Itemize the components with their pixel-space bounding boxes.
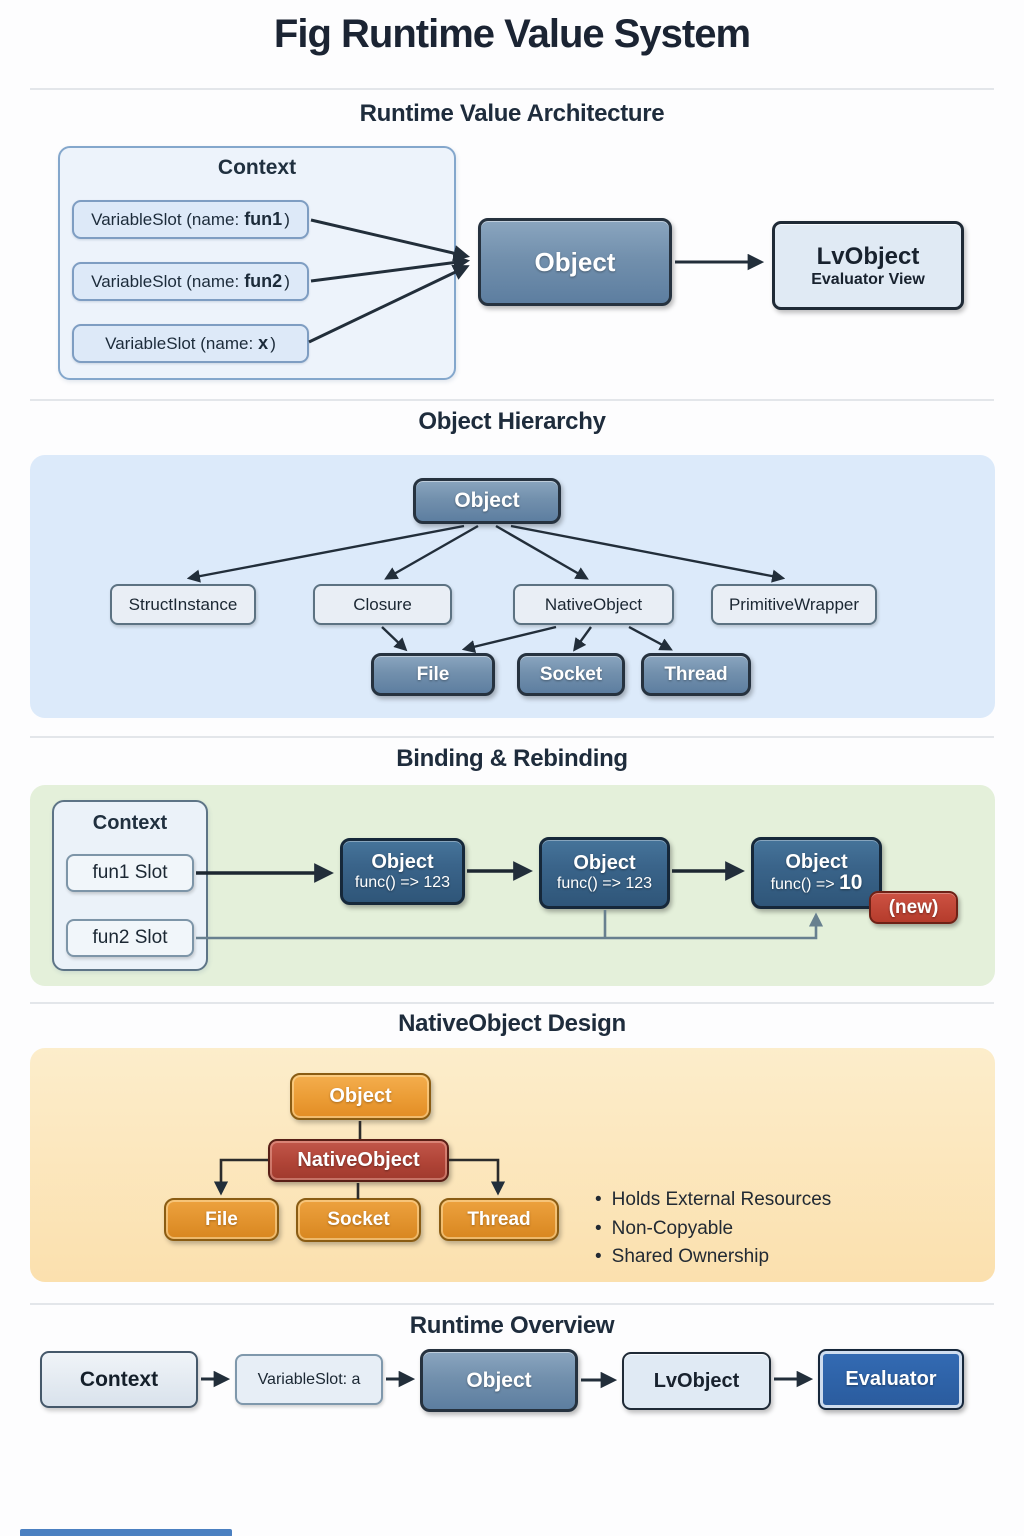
primitivewrapper-node: PrimitiveWrapper	[711, 584, 877, 625]
variableslot-fun2	[72, 262, 309, 301]
native-design-heading: NativeObject Design	[398, 1010, 626, 1037]
object-value: func() => 123	[556, 875, 653, 892]
bullet-item: • Holds External Resources	[595, 1186, 831, 1215]
bottom-accent-bar	[20, 1529, 232, 1536]
native-design-panel	[30, 1048, 995, 1282]
fun1-slot-node: fun1 Slot	[66, 854, 194, 892]
file-node: File	[164, 1198, 279, 1241]
object-title: Object	[785, 851, 848, 873]
object-title: Object	[573, 852, 636, 874]
thread-node: Thread	[439, 1198, 559, 1241]
closure-node: Closure	[313, 584, 452, 625]
overview-lvobject-node: LvObject	[622, 1352, 771, 1410]
slot-name: x	[258, 333, 269, 353]
native-object-root: Object	[290, 1073, 431, 1120]
object-value-prefix: func() =>	[770, 876, 835, 893]
object-value: func() => 123	[354, 873, 451, 891]
slot-close: )	[284, 271, 290, 291]
figure-title: Fig Runtime Value System	[273, 12, 751, 56]
native-object-base: NativeObject	[268, 1139, 449, 1182]
socket-node: Socket	[517, 653, 625, 696]
lvobject-subtitle: Evaluator View	[811, 270, 925, 288]
section-divider	[30, 399, 994, 401]
native-design-bullet-list	[595, 1186, 831, 1272]
slot-name: fun2	[244, 271, 283, 291]
bullet-item: • Shared Ownership	[595, 1243, 831, 1272]
thread-node: Thread	[641, 653, 751, 696]
slot-prefix: VariableSlot (name:	[105, 333, 254, 353]
socket-node: Socket	[296, 1198, 421, 1242]
variableslot-x	[72, 324, 309, 363]
object-title: Object	[371, 850, 434, 873]
section-divider	[30, 1002, 994, 1004]
binding-heading: Binding & Rebinding	[396, 745, 628, 772]
nativeobject-node: NativeObject	[513, 584, 674, 625]
hierarchy-object-node: Object	[413, 478, 561, 524]
slot-close: )	[270, 333, 276, 353]
architecture-heading: Runtime Value Architecture	[359, 100, 665, 127]
hierarchy-heading: Object Hierarchy	[418, 408, 606, 435]
slot-prefix: VariableSlot (name:	[91, 271, 240, 291]
binding-object-1	[340, 838, 465, 905]
binding-object-3	[751, 837, 882, 909]
structinstance-node: StructInstance	[110, 584, 256, 625]
file-node: File	[371, 653, 495, 696]
binding-object-2	[539, 837, 670, 909]
overview-object-node: Object	[420, 1349, 578, 1412]
section-divider	[30, 1303, 994, 1305]
slot-name: fun1	[244, 209, 283, 229]
architecture-object-node: Object	[478, 218, 672, 306]
overview-variableslot-node: VariableSlot: a	[235, 1354, 383, 1405]
context-title: Context	[217, 156, 297, 179]
fun2-slot-node: fun2 Slot	[66, 919, 194, 957]
overview-context-node: Context	[40, 1351, 198, 1408]
overview-evaluator-node: Evaluator	[818, 1349, 964, 1410]
context-title: Context	[92, 812, 168, 834]
lvobject-title: LvObject	[816, 242, 920, 270]
bullet-item: • Non-Copyable	[595, 1215, 831, 1244]
object-value-strong: 10	[839, 871, 863, 894]
section-divider	[30, 736, 994, 738]
new-badge: (new)	[869, 891, 958, 924]
variableslot-fun1	[72, 200, 309, 239]
slot-close: )	[284, 209, 290, 229]
lvobject-node	[772, 221, 964, 310]
slot-prefix: VariableSlot (name:	[91, 209, 240, 229]
section-divider	[30, 88, 994, 90]
overview-heading: Runtime Overview	[409, 1312, 615, 1339]
